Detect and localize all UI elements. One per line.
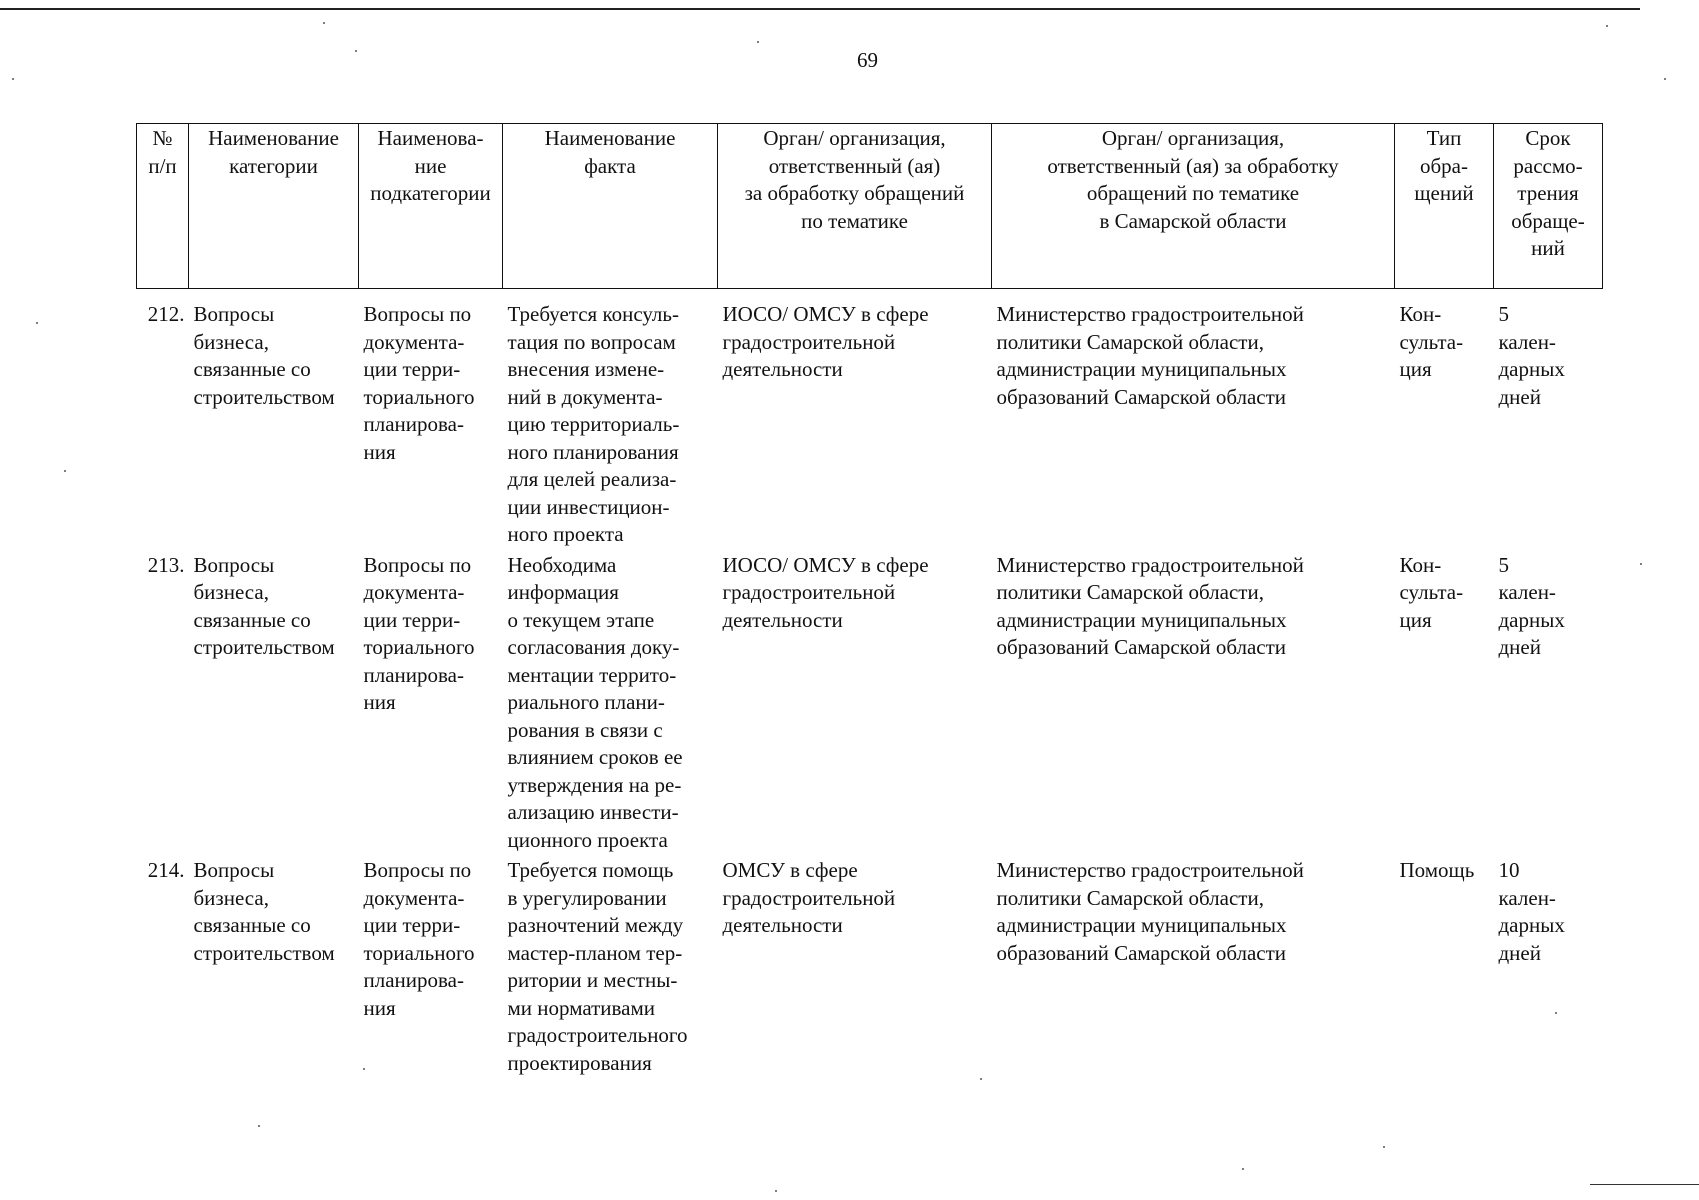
table-row — [137, 289, 1603, 549]
cell-line: Помощь — [1399, 858, 1475, 882]
row-number: 212. — [147, 302, 185, 326]
cell-line: категории — [229, 153, 318, 178]
cell-line: кален- — [1498, 329, 1556, 354]
cell-line: документа- — [363, 885, 465, 910]
cell-line: рования в связи с — [507, 717, 663, 742]
cell-line: Орган/ организация, — [763, 126, 946, 150]
cell-line: Срок — [1525, 126, 1571, 150]
cell-line: деятельности — [722, 913, 843, 937]
cell-line: градостроительного — [507, 1023, 688, 1047]
row-subcategory — [359, 549, 503, 855]
cell-line: ний в документа- — [507, 384, 663, 409]
row-term — [1494, 854, 1603, 1077]
cell-line: образований Самарской области — [996, 384, 1287, 409]
cell-line: Наименова- — [377, 126, 484, 150]
scan-speck — [323, 22, 325, 24]
row-number: 214. — [147, 858, 185, 882]
scan-speck — [980, 1078, 982, 1080]
top-scan-rule — [0, 8, 1640, 10]
cell-line: в урегулировании — [507, 885, 667, 910]
cell-line: бизнеса, — [193, 329, 269, 354]
cell-line: ОМСУ в сфере — [722, 858, 858, 882]
cell-line: цию территориаль- — [507, 412, 680, 436]
cell-line: ния — [363, 690, 396, 714]
row-category — [189, 854, 359, 1077]
cell-line: ИОСО/ ОМСУ в сфере — [722, 552, 929, 577]
cell-line: риального плани- — [507, 690, 665, 714]
appeals-table — [136, 123, 1603, 1077]
cell-line: ционного проекта — [507, 827, 668, 852]
row-type — [1395, 854, 1494, 1077]
header-subcategory — [359, 124, 503, 289]
cell-line: ториального — [363, 384, 475, 409]
cell-line: документа- — [363, 580, 465, 604]
cell-line: градостроительной — [722, 329, 896, 354]
cell-line: Вопросы по — [363, 858, 472, 882]
cell-line: ториального — [363, 635, 475, 659]
row-subcategory — [359, 854, 503, 1077]
cell-line: дарных — [1498, 913, 1565, 937]
cell-line: Наименование — [544, 126, 676, 150]
cell-line: разночтений между — [507, 913, 684, 937]
scan-speck — [258, 1125, 260, 1127]
cell-line: Наименование — [208, 126, 339, 150]
cell-line: по тематике — [801, 208, 908, 233]
cell-line: ми нормативами — [507, 995, 656, 1020]
cell-line: образований Самарской области — [996, 635, 1287, 659]
cell-line: кален- — [1498, 580, 1556, 604]
cell-line: деятельности — [722, 357, 843, 381]
cell-line: кален- — [1498, 885, 1556, 910]
cell-line: ция — [1399, 357, 1432, 381]
cell-line: Министерство градостроительной — [996, 552, 1304, 577]
cell-line: политики Самарской области, — [996, 885, 1264, 910]
scan-speck — [1383, 1146, 1385, 1148]
header-category — [189, 124, 359, 289]
row-org-samara — [992, 854, 1395, 1077]
cell-line: градостроительной — [722, 580, 896, 604]
cell-line: № — [152, 126, 173, 150]
scan-speck — [1606, 25, 1608, 27]
row-org-samara — [992, 549, 1395, 855]
cell-line: администрации муниципальных — [996, 913, 1287, 937]
scan-speck — [12, 78, 14, 80]
cell-line: утверждения на ре- — [507, 772, 682, 797]
scan-speck — [1640, 563, 1642, 565]
cell-line: рассмо- — [1513, 153, 1583, 178]
cell-line: сульта- — [1399, 580, 1464, 604]
table-row — [137, 854, 1603, 1077]
cell-line: политики Самарской области, — [996, 329, 1264, 354]
cell-line: связанные со — [193, 913, 311, 937]
scan-speck — [355, 50, 357, 52]
header-fact — [503, 124, 718, 289]
row-fact — [503, 549, 718, 855]
bottom-scan-rule — [1590, 1184, 1699, 1185]
cell-line: обра- — [1420, 153, 1468, 178]
cell-line: ции терри- — [363, 607, 461, 632]
cell-line: Вопросы — [193, 552, 275, 577]
row-term — [1494, 549, 1603, 855]
cell-line: Вопросы по — [363, 302, 472, 326]
cell-line: Необходима — [507, 552, 617, 577]
cell-line: ториального — [363, 940, 475, 965]
row-subcategory — [359, 289, 503, 549]
row-fact — [503, 854, 718, 1077]
cell-line: политики Самарской области, — [996, 580, 1264, 604]
header-num — [137, 124, 189, 289]
row-org-samara — [992, 289, 1395, 549]
cell-line: ализацию инвести- — [507, 800, 679, 824]
cell-line: дней — [1498, 940, 1541, 965]
cell-line: мастер-планом тер- — [507, 940, 683, 965]
table-header-row — [137, 124, 1603, 289]
cell-line: администрации муниципальных — [996, 607, 1287, 632]
cell-line: строительством — [193, 384, 335, 409]
header-org-samara — [992, 124, 1395, 289]
cell-line: Требуется консуль- — [507, 302, 679, 326]
row-org — [718, 289, 992, 549]
scan-speck — [36, 322, 38, 324]
cell-line: ции терри- — [363, 357, 461, 381]
cell-line: планирова- — [363, 968, 464, 992]
cell-line: дней — [1498, 635, 1541, 659]
cell-line: бизнеса, — [193, 885, 269, 910]
cell-line: внесения измене- — [507, 357, 665, 381]
cell-line: Орган/ организация, — [1101, 126, 1285, 150]
cell-line: обраще- — [1511, 208, 1585, 233]
cell-line: ний — [1531, 236, 1565, 260]
cell-line: градостроительной — [722, 885, 896, 910]
cell-line: 5 — [1498, 302, 1509, 326]
cell-line: информация — [507, 580, 619, 604]
cell-line: Требуется помощь — [507, 858, 674, 882]
scan-speck — [1242, 1168, 1244, 1170]
row-type — [1395, 289, 1494, 549]
cell-line: согласования доку- — [507, 635, 680, 659]
cell-line: администрации муниципальных — [996, 357, 1287, 381]
cell-line: ния — [363, 439, 396, 464]
cell-line: ного проекта — [507, 522, 624, 546]
cell-line: Кон- — [1399, 302, 1442, 326]
row-term — [1494, 289, 1603, 549]
cell-line: обращений по тематике — [1086, 181, 1300, 205]
cell-line: Министерство градостроительной — [996, 302, 1304, 326]
cell-line: п/п — [148, 153, 177, 178]
cell-line: планирова- — [363, 662, 464, 687]
cell-line: документа- — [363, 329, 465, 354]
scan-speck — [757, 41, 759, 43]
cell-line: дарных — [1498, 607, 1565, 632]
cell-line: связанные со — [193, 357, 311, 381]
row-org — [718, 854, 992, 1077]
cell-line: Кон- — [1399, 552, 1442, 577]
cell-line: факта — [584, 153, 636, 178]
cell-line: проектирования — [507, 1050, 652, 1075]
cell-line: о текущем этапе — [507, 607, 655, 632]
cell-line: сульта- — [1399, 329, 1464, 354]
cell-line: для целей реализа- — [507, 467, 677, 491]
cell-line: ответственный (ая) за обработку — [1047, 153, 1339, 178]
cell-line: связанные со — [193, 607, 311, 632]
cell-line: подкатегории — [370, 181, 491, 205]
header-term — [1494, 124, 1603, 289]
cell-line: трения — [1517, 181, 1579, 205]
cell-line: ции терри- — [363, 913, 461, 937]
cell-line: ного планирования — [507, 439, 679, 464]
cell-line: в Самарской области — [1099, 208, 1287, 233]
cell-line: 5 — [1498, 552, 1509, 577]
cell-line: ние — [414, 153, 447, 178]
cell-line: ИОСО/ ОМСУ в сфере — [722, 302, 929, 326]
cell-line: ритории и местны- — [507, 968, 678, 992]
cell-line: образований Самарской области — [996, 940, 1287, 965]
cell-line: щений — [1414, 181, 1474, 205]
cell-line: Тип — [1426, 126, 1462, 150]
cell-line: ции инвестицион- — [507, 494, 670, 519]
row-fact — [503, 289, 718, 549]
cell-line: Вопросы — [193, 858, 275, 882]
cell-line: дней — [1498, 384, 1541, 409]
cell-line: строительством — [193, 940, 335, 965]
scan-speck — [1664, 78, 1666, 80]
row-type — [1395, 549, 1494, 855]
cell-line: Вопросы — [193, 302, 275, 326]
cell-line: ментации террито- — [507, 662, 677, 687]
header-type — [1395, 124, 1494, 289]
cell-line: за обработку обращений — [744, 181, 965, 205]
cell-line: дарных — [1498, 357, 1565, 381]
row-org — [718, 549, 992, 855]
cell-line: Министерство градостроительной — [996, 858, 1304, 882]
scan-speck — [775, 1190, 777, 1192]
header-org — [718, 124, 992, 289]
cell-line: Вопросы по — [363, 552, 472, 577]
cell-line: 10 — [1498, 858, 1520, 882]
cell-line: строительством — [193, 635, 335, 659]
scan-speck — [64, 470, 66, 472]
cell-line: влиянием сроков ее — [507, 745, 683, 769]
cell-line: бизнеса, — [193, 580, 269, 604]
row-category — [189, 289, 359, 549]
row-category — [189, 549, 359, 855]
cell-line: ция — [1399, 607, 1432, 632]
cell-line: ответственный (ая) — [768, 153, 941, 178]
cell-line: тация по вопросам — [507, 329, 676, 354]
cell-line: планирова- — [363, 412, 464, 436]
table-row — [137, 549, 1603, 855]
page-number: 69 — [857, 48, 878, 72]
cell-line: ния — [363, 995, 396, 1020]
row-number: 213. — [147, 552, 185, 577]
cell-line: деятельности — [722, 607, 843, 632]
